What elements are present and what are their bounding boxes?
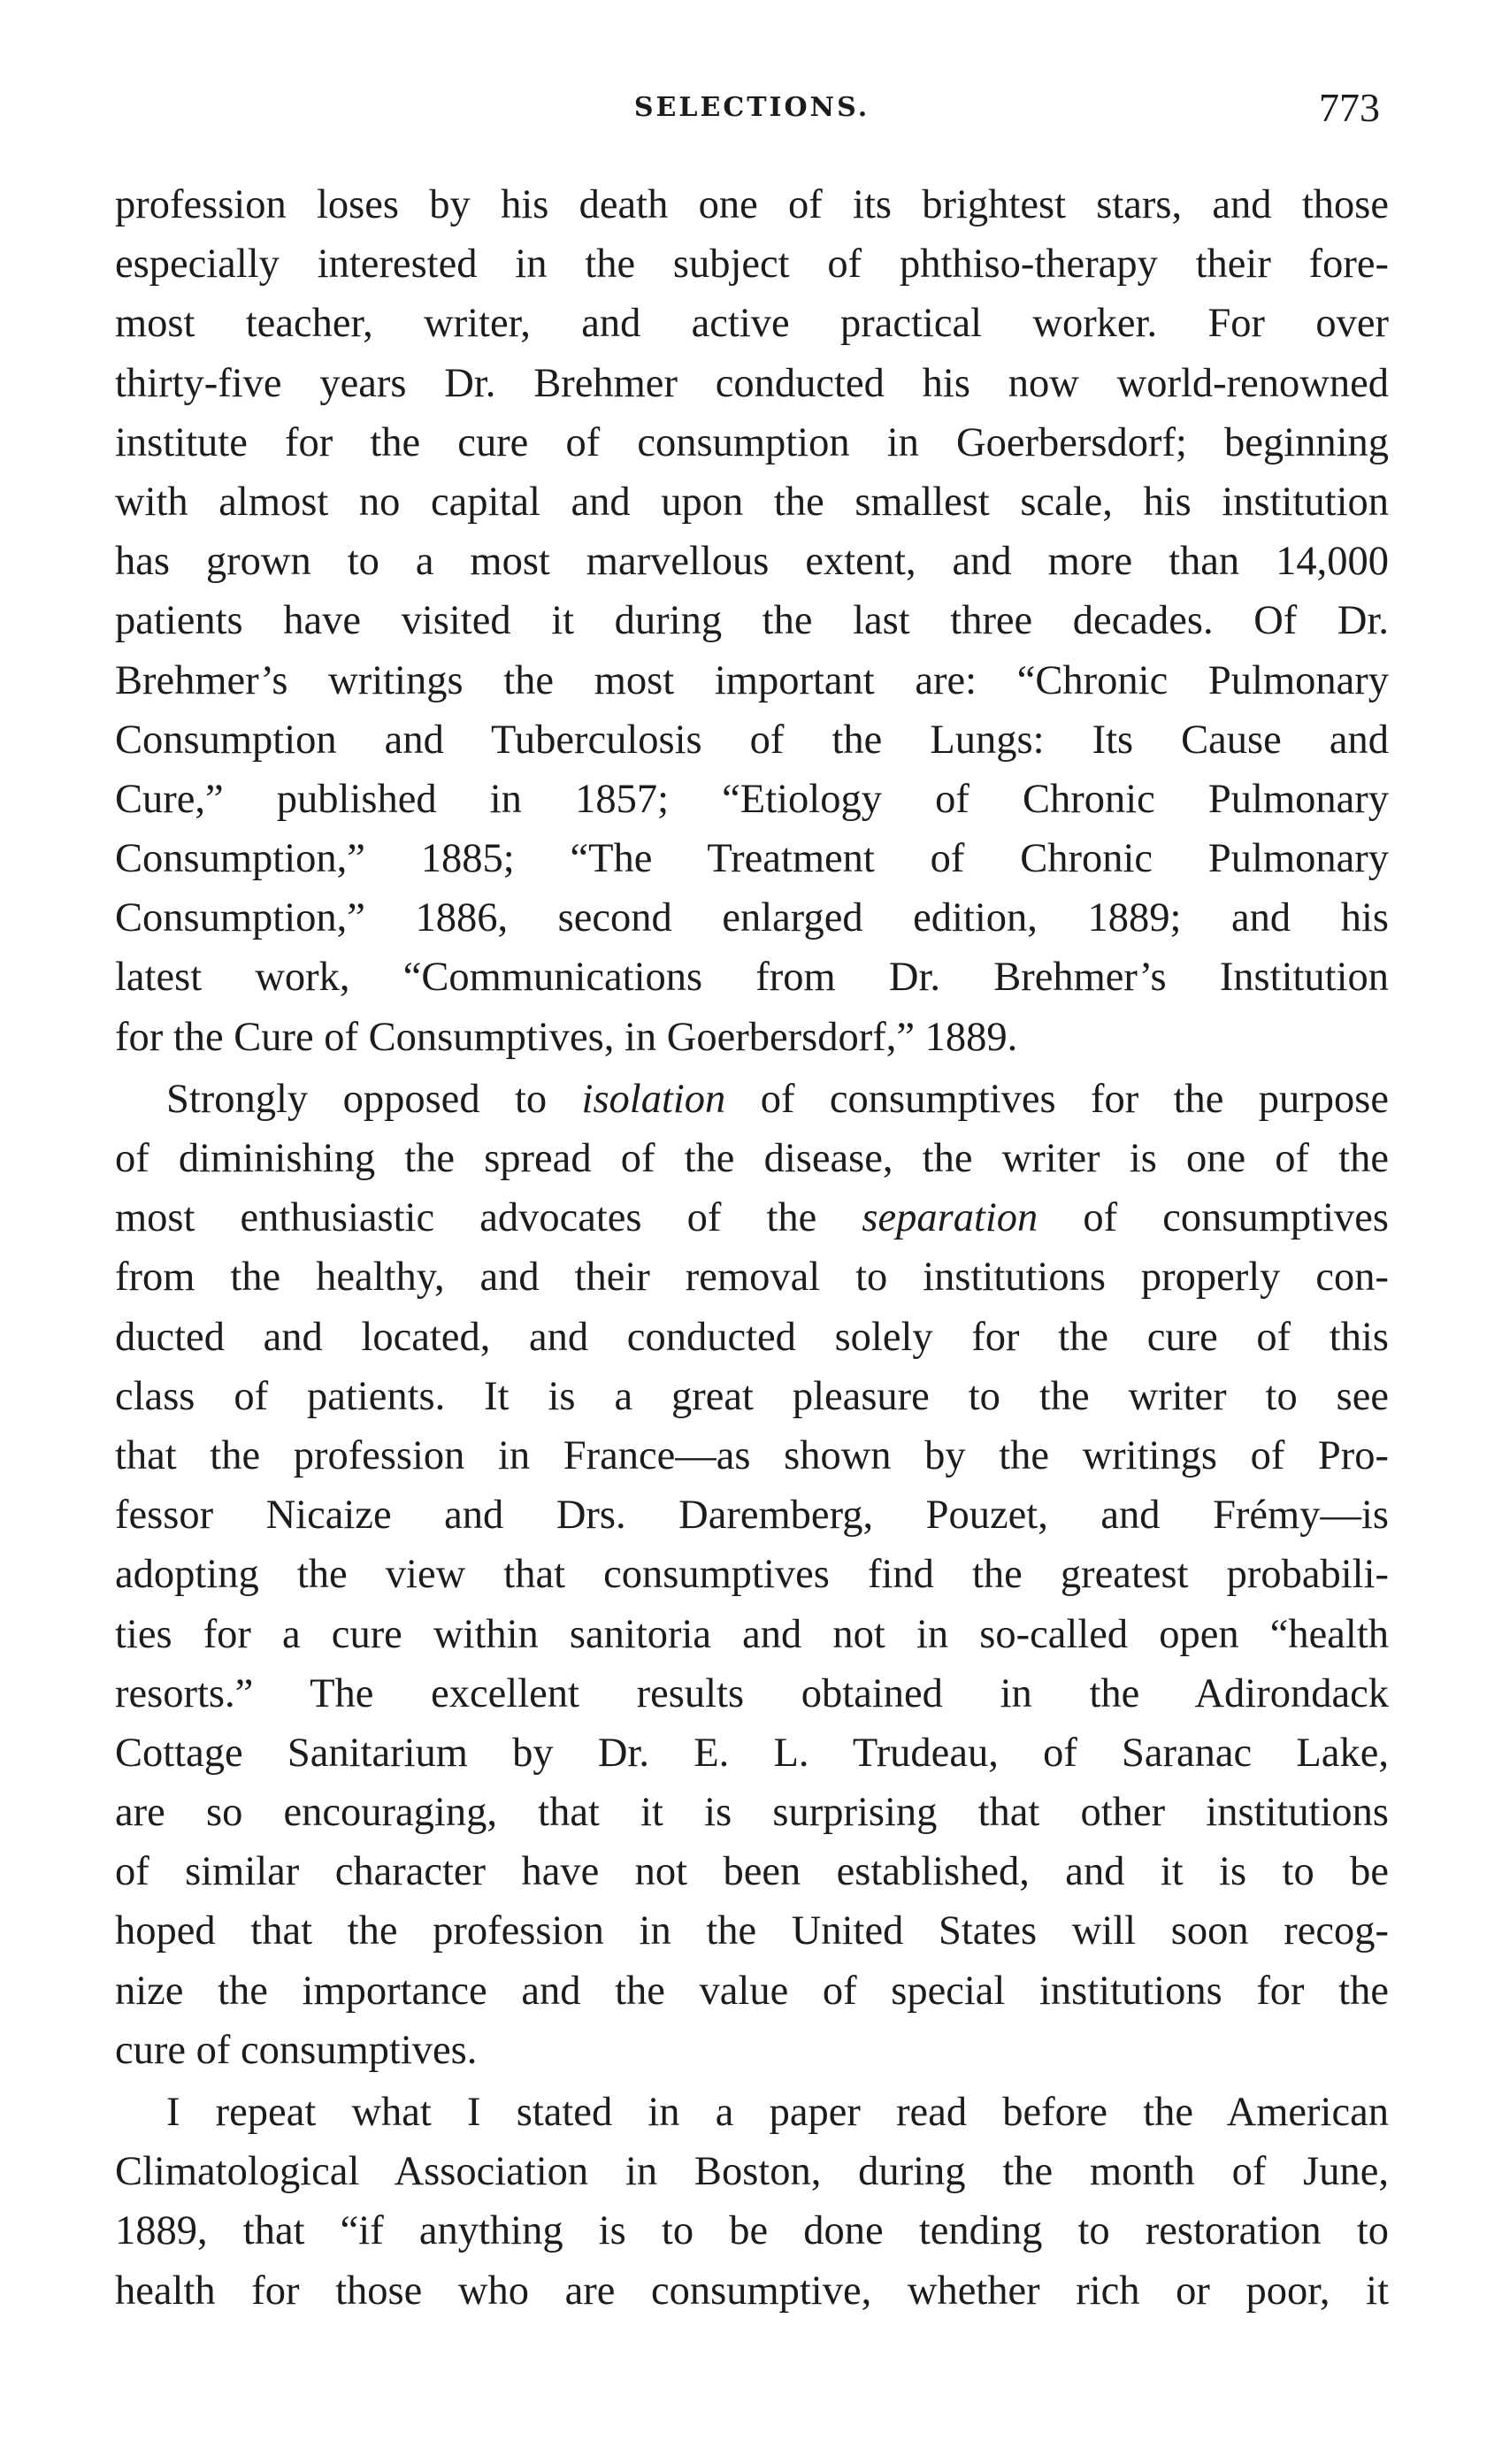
text-line: are so encouraging, that it is surprising that other institutions (115, 1790, 1389, 1836)
text-line (115, 1070, 1389, 1129)
text-line (115, 1188, 1389, 1247)
text-line: nize the importance and the value of special institutions for the (115, 1968, 1389, 2014)
text-line: adopting the view that consumptives find the greatest probabili- (115, 1552, 1389, 1598)
text-line: Consumption and Tuberculosis of the Lungs: Its Cause and (115, 717, 1389, 763)
text-line: Cure,” published in 1857; “Etiology of Chronic Pulmonary (115, 776, 1389, 822)
text-run: of consumptives for the purpose (725, 1076, 1389, 1122)
text-run: Strongly opposed to (166, 1076, 582, 1122)
text-line: with almost no capital and upon the smallest scale, his institution (115, 479, 1389, 525)
text-line: resorts.” The excellent results obtained in the Adirondack (115, 1670, 1389, 1716)
text-line: institute for the cure of consumption in Goerbersdorf; beginning (115, 419, 1389, 465)
text-line: I repeat what I stated in a paper read before the American (166, 2090, 1389, 2135)
paragraph-2 (115, 1070, 1389, 2080)
text-line: hoped that the profession in the United States will soon recog- (115, 1908, 1389, 1954)
text-line: Brehmer’s writings the most important are: “Chronic Pulmonary (115, 657, 1389, 703)
text-line: especially interested in the subject of phthiso-therapy their fore- (115, 242, 1389, 288)
text-line: from the healthy, and their removal to institutions properly con- (115, 1255, 1389, 1301)
text-line: ties for a cure within sanitoria and not in so-called open “health (115, 1611, 1389, 1657)
text-line: of diminishing the spread of the disease, the writer is one of the (115, 1136, 1389, 1181)
text-line: fessor Nicaize and Drs. Daremberg, Pouzet, and Frémy—is (115, 1493, 1389, 1539)
text-line: of similar character have not been established, and it is to be (115, 1849, 1389, 1895)
text-line: 1889, that “if anything is to be done tending to restoration to (115, 2208, 1389, 2254)
text-run: of consumptives (1038, 1195, 1389, 1241)
text-line: class of patients. It is a great pleasure to the writer to see (115, 1373, 1389, 1419)
paragraph-1 (115, 175, 1389, 1067)
text-run: most enthusiastic advocates of the (115, 1195, 862, 1241)
text-line: for the Cure of Consumptives, in Goerbersdorf,” 1889. (115, 1014, 1018, 1060)
text-line: cure of consumptives. (115, 2027, 478, 2073)
italic-term: separation (862, 1195, 1038, 1241)
text-line: most teacher, writer, and active practical worker. For over (115, 301, 1389, 347)
text-line: has grown to a most marvellous extent, and more than 14,000 (115, 539, 1389, 585)
text-line: Consumption,” 1886, second enlarged edition, 1889; and his (115, 895, 1389, 941)
text-line: patients have visited it during the last three decades. Of Dr. (115, 598, 1389, 644)
italic-term: isolation (581, 1076, 726, 1122)
text-line: Cottage Sanitarium by Dr. E. L. Trudeau, of Saranac Lake, (115, 1730, 1389, 1776)
text-line: health for those who are consumptive, whether rich or poor, it (115, 2268, 1389, 2314)
text-line: ducted and located, and conducted solely for the cure of this (115, 1314, 1389, 1360)
text-line: profession loses by his death one of its brightest stars, and those (115, 182, 1389, 227)
body-text (115, 175, 1389, 2321)
text-line: that the profession in France—as shown by the writings of Pro- (115, 1432, 1389, 1478)
page-number: 773 (1319, 85, 1380, 130)
text-line: Climatological Association in Boston, during the month of June, (115, 2149, 1389, 2195)
text-line: thirty-five years Dr. Brehmer conducted his now world-renowned (115, 360, 1389, 406)
text-line: latest work, “Communications from Dr. Brehmer’s Institution (115, 955, 1389, 1001)
text-line: Consumption,” 1885; “The Treatment of Chronic Pulmonary (115, 836, 1389, 882)
running-title: SELECTIONS. (633, 92, 870, 123)
running-head (115, 81, 1389, 134)
paragraph-3 (115, 2083, 1389, 2321)
